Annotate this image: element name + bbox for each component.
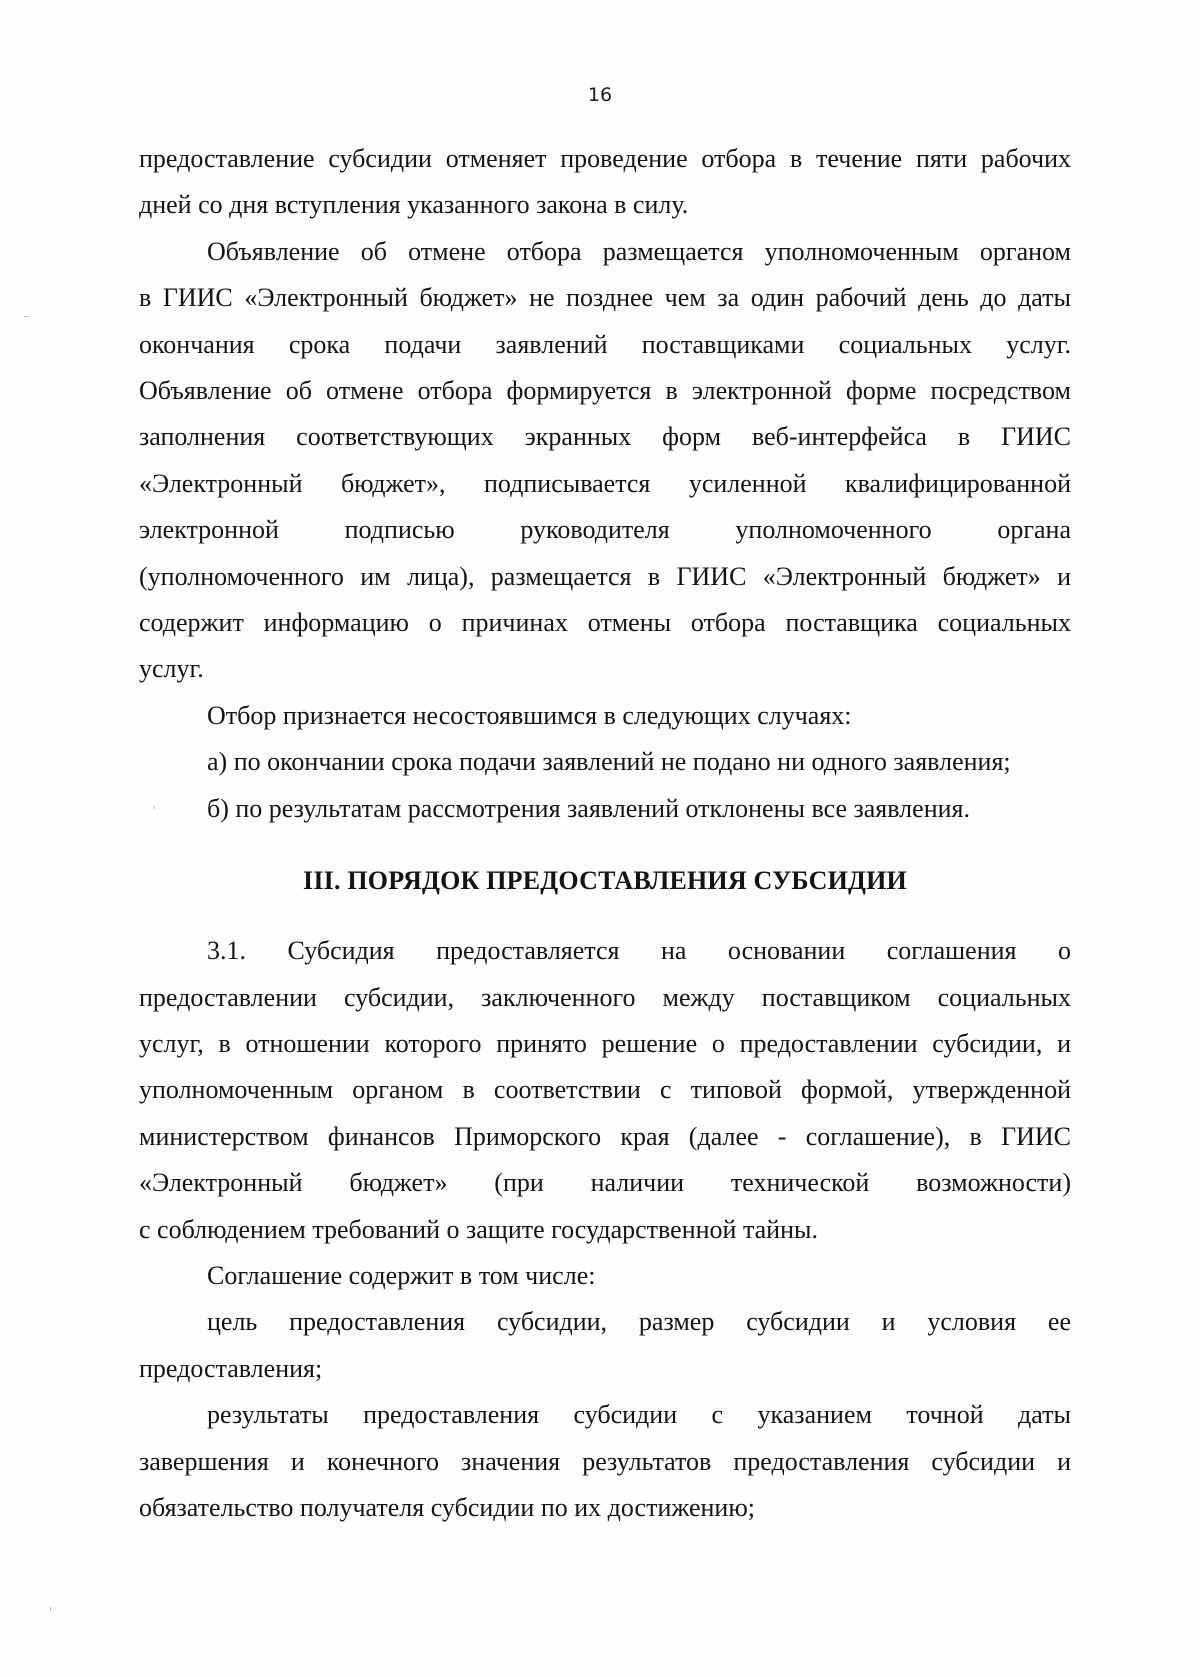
paragraph-agreement-contents: Соглашение содержит в том числе: [207,1260,596,1290]
paragraph-continuation: предоставление субсидии отменяет проведение отбора в течение пяти рабочих дней со дня вступления указанного закона в силу. [139,144,1071,220]
text-line: с соблюдением требований о защите государственной тайны. [139,1214,818,1244]
text-line: содержит информацию о причинах отмены отбора поставщика социальных [139,608,1071,638]
text-line: «Электронный бюджет» (при наличии технической возможности) [139,1168,1071,1198]
text-line: услуг, в отношении которого принято решение о предоставлении субсидии, и [139,1028,1071,1058]
text-line: окончания срока подачи заявлений поставщиками социальных услуг. [139,329,1071,359]
text-line: 3.1. Субсидия предоставляется на основании соглашения о [207,936,1071,966]
text-line: заполнения соответствующих экранных форм веб-интерфейса в ГИИС [139,422,1071,452]
scan-mark-left-top [24,316,29,317]
text-line: предоставлении субсидии, заключенного между поставщиком социальных [139,982,1071,1012]
page-number: 16 [587,84,613,106]
list-item-a: а) по окончании срока подачи заявлений не подано ни одного заявления; [207,747,1011,777]
text-line: Объявление об отмене отбора формируется в электронной форме посредством [139,376,1071,406]
list-item-b: б) по результатам рассмотрения заявлений отклонены все заявления. [207,793,970,823]
section-heading: III. ПОРЯДОК ПРЕДОСТАВЛЕНИЯ СУБСИДИИ [303,866,907,896]
text-line: цель предоставления субсидии, размер субсидии и условия ее [207,1307,1071,1337]
text-line: обязательство получателя субсидии по их достижению; [139,1492,755,1522]
text-line: в ГИИС «Электронный бюджет» не позднее чем за один рабочий день до даты [139,283,1071,313]
scan-mark-left-bottom [50,1607,51,1611]
text-line: результаты предоставления субсидии с указанием точной даты [207,1400,1071,1430]
text-line: (уполномоченного им лица), размещается в ГИИС «Электронный бюджет» и [139,561,1071,591]
document-body [139,136,1071,1531]
paragraph-results [139,1392,1071,1531]
text-line: министерством финансов Приморского края (далее - соглашение), в ГИИС [139,1121,1071,1151]
text-line: «Электронный бюджет», подписывается усиленной квалифицированной [139,468,1071,498]
text-line: услуг. [139,654,204,684]
text-line: Объявление об отмене отбора размещается уполномоченным органом [207,236,1071,266]
text-line: уполномоченным органом в соответствии с типовой формой, утвержденной [139,1075,1071,1105]
text-line: предоставления; [139,1353,323,1383]
paragraph-3-1 [139,928,1071,1253]
paragraph-cancellation-notice [139,229,1071,693]
paragraph-goal [139,1299,1071,1392]
text-line: электронной подписью руководителя уполномоченного органа [139,515,1071,545]
text-line: завершения и конечного значения результатов предоставления субсидии и [139,1446,1071,1476]
paragraph-failed-selection: Отбор признается несостоявшимся в следующих случаях: [207,700,852,730]
